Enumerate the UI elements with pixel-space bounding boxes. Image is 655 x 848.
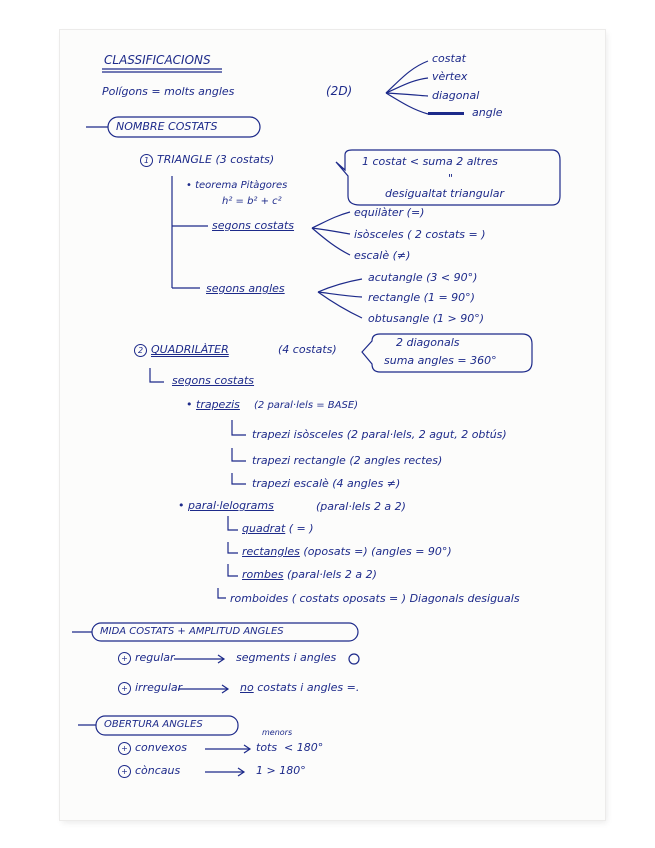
para-item-quadrat: quadrat: [242, 522, 286, 535]
trapezi-item-2: trapezi rectangle (2 angles rectes): [252, 454, 443, 467]
convexos-menors: menors: [262, 728, 293, 737]
number-2-badge: 2: [134, 344, 147, 357]
angles-item-2: rectangle (1 = 90°): [368, 291, 475, 304]
page-title: CLASSIFICACIONS: [104, 53, 211, 67]
triangle-note-mark: ": [448, 172, 454, 185]
para-item-rectangles-desc: (oposats =) (angles = 90°): [299, 545, 452, 558]
costats-item-1: equilàter (=): [354, 206, 425, 219]
scribble-mark: [428, 112, 464, 115]
costats-item-2: isòsceles ( 2 costats = ): [354, 228, 486, 241]
quadrilater-costats: (4 costats): [278, 343, 337, 356]
convexos-tots: tots: [256, 741, 278, 754]
para-item-quadrat-desc: ( = ): [285, 522, 314, 535]
paralelograms-label: paral·lelograms: [188, 499, 274, 512]
para-item-rectangles: rectangles: [242, 545, 300, 558]
branch-costat: costat: [432, 52, 466, 65]
triangle-title: TRIANGLE (3 costats): [157, 153, 275, 166]
paralelograms-desc: (paral·lels 2 a 2): [316, 500, 406, 513]
para-item-rombes: rombes: [242, 568, 284, 581]
number-1-badge: 1: [140, 154, 153, 167]
irregular-no: no: [240, 681, 254, 694]
trapezis-label: trapezis: [196, 398, 240, 411]
bullet-irregular: +: [118, 682, 131, 695]
segons-costats-label: segons costats: [212, 219, 295, 232]
angles-item-3: obtusangle (1 > 90°): [368, 312, 485, 325]
quad-segons-costats: segons costats: [172, 374, 255, 387]
para-item-rombes-desc: (paral·lels 2 a 2): [283, 568, 377, 581]
poligons-label: Polígons = molts angles: [102, 85, 235, 98]
trapezi-item-3: trapezi escalè (4 angles ≠): [252, 477, 401, 490]
costats-item-3: escalè (≠): [354, 249, 411, 262]
triangle-note-2: desigualtat triangular: [385, 187, 505, 200]
segons-angles-label: segons angles: [206, 282, 285, 295]
regular-desc: segments i angles: [236, 651, 337, 664]
quadrilater-note-1: 2 diagonals: [396, 336, 460, 349]
para-item-romboides-desc: ( costats oposats = ) Diagonals desiguals: [288, 592, 520, 605]
angles-item-1: acutangle (3 < 90°): [368, 271, 478, 284]
concaus-value: 1 > 180°: [256, 764, 306, 777]
section-nombre-costats: NOMBRE COSTATS: [116, 120, 218, 133]
convexos-value: < 180°: [284, 741, 324, 754]
convexos-label: convexos: [135, 741, 187, 754]
branch-angle: angle: [472, 106, 503, 119]
quadrilater-note-2: suma angles = 360°: [384, 354, 497, 367]
para-item-romboides: romboides: [230, 592, 289, 605]
bullet-concaus: +: [118, 765, 131, 778]
concaus-label: còncaus: [135, 764, 181, 777]
regular-label: regular: [135, 651, 175, 664]
triangle-note-1: 1 costat < suma 2 altres: [362, 155, 498, 168]
irregular-label: irregular: [135, 681, 183, 694]
pitagores-label: • teorema Pitàgores: [186, 180, 288, 191]
bullet-convexos: +: [118, 742, 131, 755]
bullet-regular: +: [118, 652, 131, 665]
trapezis-desc: (2 paral·lels = BASE): [254, 400, 359, 411]
section-mida: MIDA COSTATS + AMPLITUD ANGLES: [100, 626, 284, 637]
pitagores-formula: h² = b² + c²: [222, 196, 282, 207]
branch-vertex: vèrtex: [432, 70, 468, 83]
irregular-desc: costats i angles =.: [253, 681, 360, 694]
poligons-dim: (2D): [326, 84, 353, 98]
branch-diagonal: diagonal: [432, 89, 480, 102]
quadrilater-title: QUADRILÀTER: [151, 343, 229, 356]
section-obertura: OBERTURA ANGLES: [104, 719, 203, 730]
trapezi-item-1: trapezi isòsceles (2 paral·lels, 2 agut, 2 obtús): [252, 428, 507, 441]
